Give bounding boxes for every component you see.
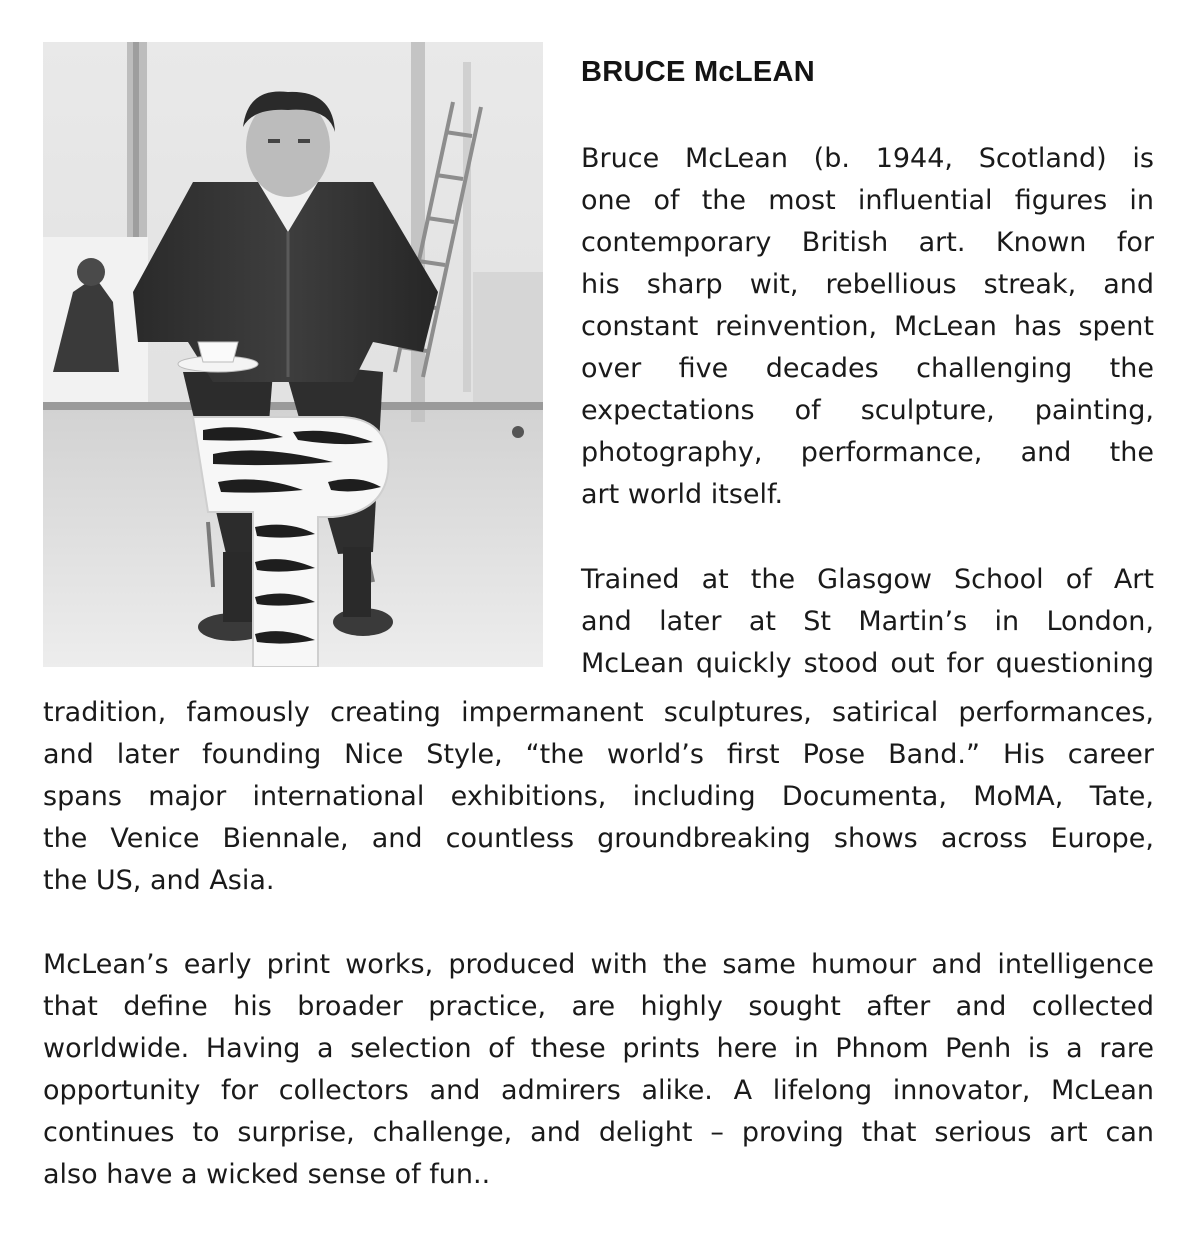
text-line: art world itself. [581, 479, 784, 510]
artist-portrait-photo [43, 42, 543, 667]
text-line: his sharp wit, rebellious streak, and [581, 269, 1154, 300]
text-line: McLean’s early print works, produced with the same humour and intelligence [43, 949, 1154, 980]
text-line: continues to surprise, challenge, and delight – proving that serious art can [43, 1117, 1154, 1148]
text-line: contemporary British art. Known for [581, 227, 1154, 258]
text-line: McLean quickly stood out for questioning [581, 648, 1154, 679]
text-line: the US, and Asia. [43, 865, 275, 896]
text-line: opportunity for collectors and admirers alike. A lifelong innovator, McLean [43, 1075, 1154, 1106]
text-line: over five decades challenging the [581, 353, 1154, 384]
text-line: that define his broader practice, are highly sought after and collected [43, 991, 1154, 1022]
page-title: BRUCE McLEAN [581, 56, 815, 88]
text-line: the Venice Biennale, and countless groundbreaking shows across Europe, [43, 823, 1154, 854]
text-line: photography, performance, and the [581, 437, 1154, 468]
text-line: one of the most influential figures in [581, 185, 1154, 216]
text-line: constant reinvention, McLean has spent [581, 311, 1154, 342]
text-line: and later at St Martin’s in London, [581, 606, 1154, 637]
text-line: Trained at the Glasgow School of Art [581, 564, 1154, 595]
text-line: and later founding Nice Style, “the world’s first Pose Band.” His career [43, 739, 1154, 770]
text-line: spans major international exhibitions, including Documenta, MoMA, Tate, [43, 781, 1154, 812]
text-line: expectations of sculpture, painting, [581, 395, 1154, 426]
text-line: also have a wicked sense of fun.. [43, 1159, 491, 1190]
text-line: tradition, famously creating impermanent sculptures, satirical performances, [43, 697, 1154, 728]
text-line: Bruce McLean (b. 1944, Scotland) is [581, 143, 1154, 174]
text-line: worldwide. Having a selection of these prints here in Phnom Penh is a rare [43, 1033, 1154, 1064]
